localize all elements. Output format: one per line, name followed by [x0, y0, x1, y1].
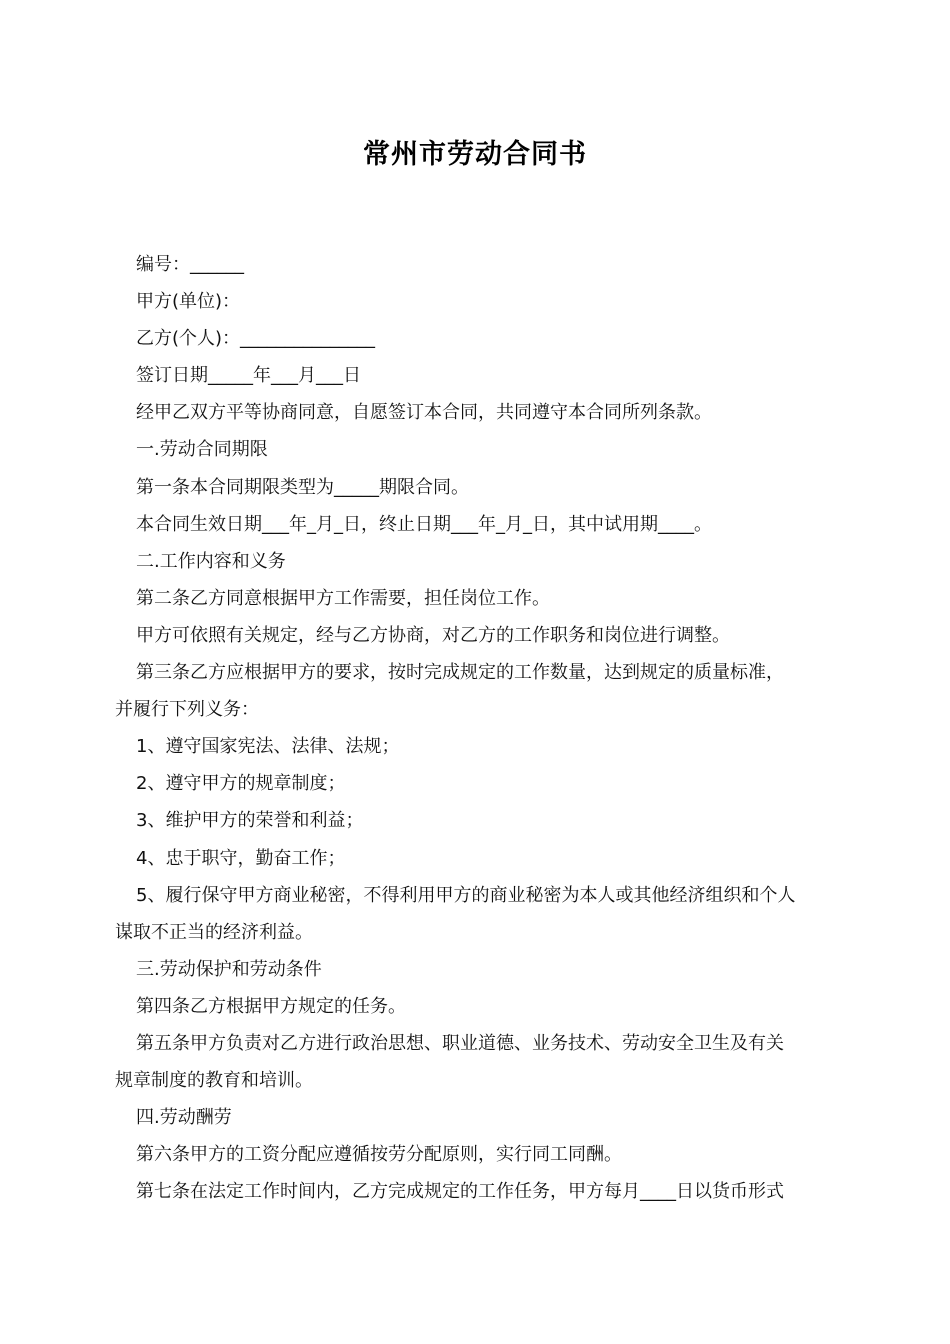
- duty-list-item: 5、履行保守甲方商业秘密，不得利用甲方的商业秘密为本人或其他经济组织和个人: [136, 884, 796, 906]
- article-paragraph: 第六条甲方的工资分配应遵循按劳分配原则，实行同工同酬。: [136, 1144, 622, 1166]
- article-paragraph: 第四条乙方根据甲方规定的任务。: [136, 995, 406, 1017]
- article-paragraph: 第五条甲方负责对乙方进行政治思想、职业道德、业务技术、劳动安全卫生及有关: [136, 1032, 784, 1054]
- article-paragraph: 第一条本合同期限类型为_____期限合同。: [136, 476, 469, 498]
- article-paragraph: 本合同生效日期___年_月_日，终止日期___年_月_日，其中试用期____。: [136, 513, 712, 535]
- preamble-paragraph: 经甲乙双方平等协商同意，自愿签订本合同，共同遵守本合同所列条款。: [136, 402, 712, 424]
- article-paragraph: 第七条在法定工作时间内，乙方完成规定的工作任务，甲方每月____日以货币形式: [136, 1181, 784, 1203]
- contract-number-line: 编号：______: [136, 254, 244, 275]
- party-a-line: 甲方(单位)：: [136, 291, 241, 313]
- section-heading: 四.劳动酬劳: [136, 1107, 232, 1129]
- article-paragraph-continuation: 规章制度的教育和培训。: [115, 1070, 313, 1092]
- duty-list-item: 4、忠于职守，勤奋工作；: [136, 847, 346, 869]
- duty-list-item: 1、遵守国家宪法、法律、法规；: [136, 736, 400, 758]
- article-paragraph: 第三条乙方应根据甲方的要求，按时完成规定的工作数量，达到规定的质量标准，: [136, 662, 784, 684]
- document-body: [115, 246, 845, 1210]
- article-paragraph: 甲方可依照有关规定，经与乙方协商，对乙方的工作职务和岗位进行调整。: [136, 624, 730, 646]
- party-b-line: 乙方(个人)：_______________: [136, 328, 376, 350]
- duty-list-item: 2、遵守甲方的规章制度；: [136, 773, 346, 795]
- section-heading: 一.劳动合同期限: [136, 439, 268, 461]
- duty-list-item: 3、维护甲方的荣誉和利益；: [136, 810, 364, 832]
- document-title: 常州市劳动合同书: [363, 139, 587, 170]
- article-paragraph-continuation: 并履行下列义务：: [115, 699, 259, 721]
- duty-list-item-continuation: 谋取不正当的经济利益。: [115, 921, 313, 943]
- signing-date-line: 签订日期_____年___月___日: [136, 365, 361, 387]
- article-paragraph: 第二条乙方同意根据甲方工作需要，担任岗位工作。: [136, 587, 550, 609]
- section-heading: 三.劳动保护和劳动条件: [136, 958, 322, 980]
- section-heading: 二.工作内容和义务: [136, 550, 286, 572]
